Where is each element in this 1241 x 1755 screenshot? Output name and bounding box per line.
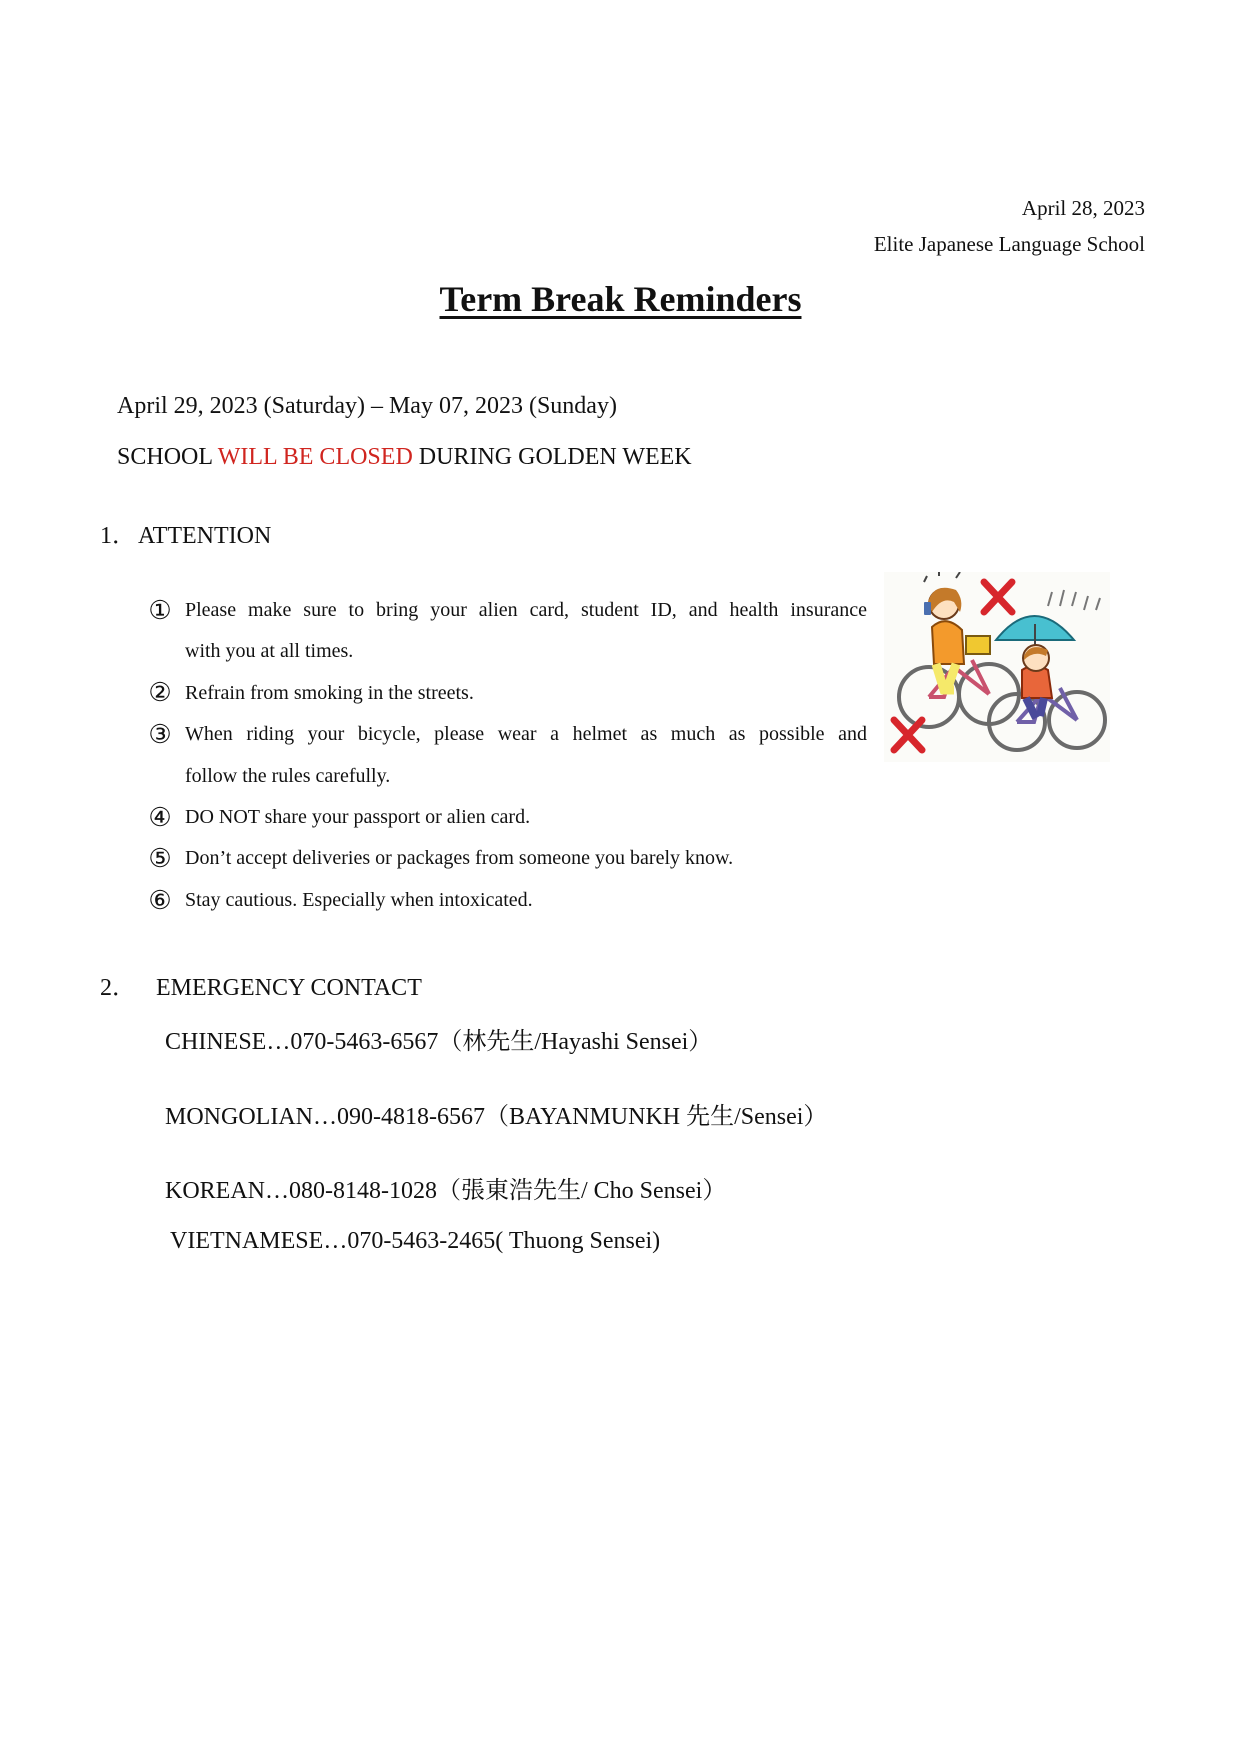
school-name: Elite Japanese Language School xyxy=(873,232,1145,256)
document-date: April 28, 2023 xyxy=(1021,196,1145,220)
list-item: Refrain from smoking in the streets. xyxy=(185,682,474,704)
list-item: Stay cautious. Especially when intoxicated. xyxy=(185,889,533,911)
item-number: ③ xyxy=(148,720,172,749)
item-number: ⑤ xyxy=(148,844,172,873)
section-number: 2． xyxy=(100,975,136,1001)
section-number: 1． xyxy=(100,523,136,549)
closure-highlight: WILL BE CLOSED xyxy=(217,444,413,470)
closure-period: April 29, 2023 (Saturday) – May 07, 2023 (Sunday) xyxy=(117,393,617,419)
bicycle-safety-illustration xyxy=(884,572,1110,762)
item-number: ① xyxy=(148,596,172,625)
list-item: When riding your bicycle, please wear a helmet as much as possible and xyxy=(185,723,867,745)
list-item: DO NOT share your passport or alien card. xyxy=(185,806,531,828)
contact-chinese: CHINESE…070-5463-6567（林先生/Hayashi Sensei） xyxy=(165,1029,713,1055)
contact-mongolian: MONGOLIAN…090-4818-6567（BAYANMUNKH 先生/Sensei） xyxy=(165,1104,828,1130)
contact-korean: KOREAN…080-8148-1028（張東浩先生/ Cho Sensei） xyxy=(165,1178,727,1204)
list-item-continued: follow the rules carefully. xyxy=(185,765,391,787)
item-number: ② xyxy=(148,678,172,707)
section-title: ATTENTION xyxy=(138,523,272,549)
closure-notice xyxy=(117,444,692,471)
page-title: Term Break Reminders xyxy=(439,279,802,319)
item-number: ⑥ xyxy=(148,886,172,915)
section-emergency-heading xyxy=(100,967,422,1002)
contact-vietnamese: VIETNAMESE…070-5463-2465( Thuong Sensei) xyxy=(170,1228,661,1254)
item-number: ④ xyxy=(148,803,172,832)
list-item: Don’t accept deliveries or packages from someone you barely know. xyxy=(185,847,734,869)
closure-text-before: SCHOOL xyxy=(117,444,218,470)
section-title: EMERGENCY CONTACT xyxy=(156,975,422,1001)
list-item-continued: with you at all times. xyxy=(185,640,354,662)
list-item: Please make sure to bring your alien card, student ID, and health insurance xyxy=(185,599,867,621)
section-attention-heading xyxy=(100,515,271,550)
closure-text-after: DURING GOLDEN WEEK xyxy=(412,444,692,470)
